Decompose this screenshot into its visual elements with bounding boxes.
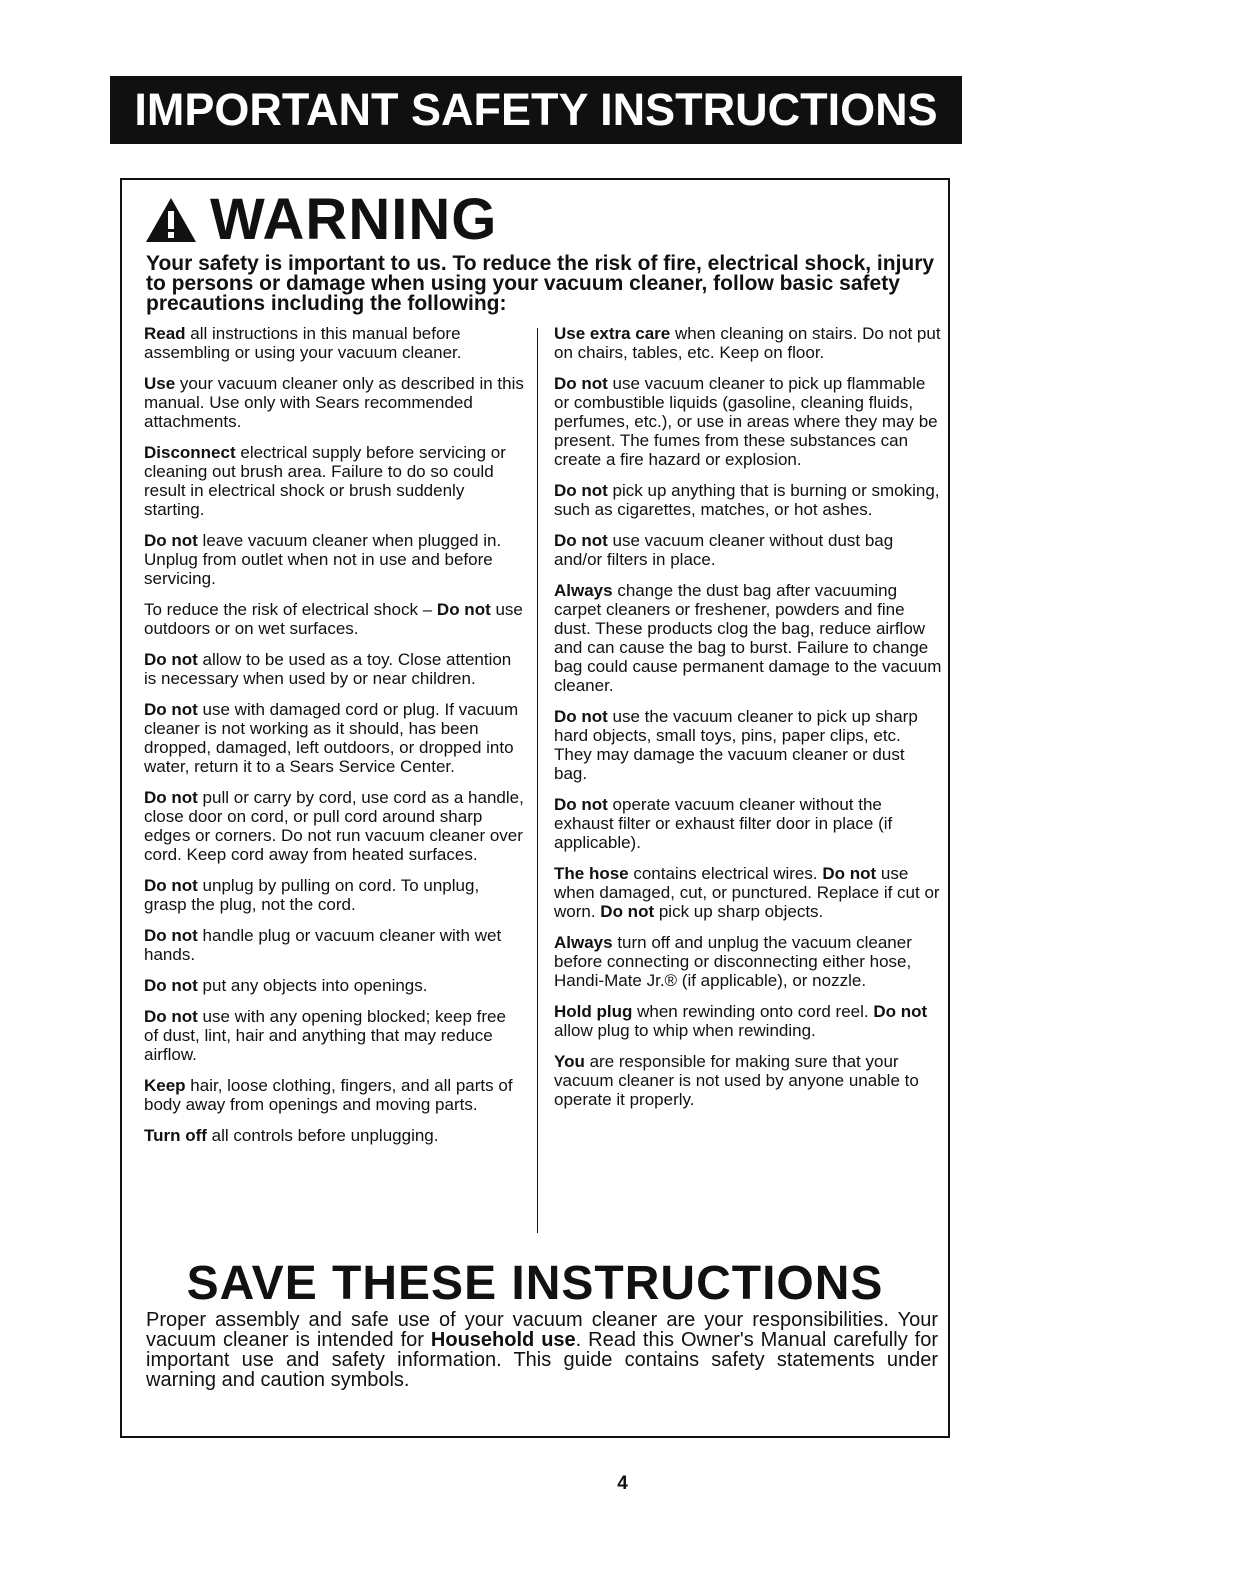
safety-item-text: pick up sharp objects. <box>654 902 824 921</box>
safety-item-lead: The hose <box>554 864 629 883</box>
safety-item-lead: Do not <box>873 1002 928 1021</box>
safety-item-text: use with damaged cord or plug. If vacuum cleaner is not working as it should, has been dropped, damaged, left outdoors, or dropped into water, return it to a Sears Service Center. <box>144 700 519 776</box>
title-banner <box>110 76 962 144</box>
safety-item-lead: Do not <box>144 876 198 895</box>
safety-item-lead: Always <box>554 933 613 952</box>
safety-item <box>554 374 942 469</box>
safety-item <box>144 531 524 588</box>
safety-item-lead: Do not <box>554 531 608 550</box>
safety-item <box>554 481 942 519</box>
safety-item <box>144 926 524 964</box>
safety-item-lead: Do not <box>144 788 198 807</box>
safety-item <box>144 600 524 638</box>
safety-item-lead: Always <box>554 581 613 600</box>
warning-header <box>144 186 497 253</box>
right-column <box>554 324 942 1121</box>
closing-paragraph <box>146 1310 938 1390</box>
safety-item-text: use outdoors or on wet surfaces. <box>144 600 523 638</box>
safety-item-text: pull or carry by cord, use cord as a handle, close door on cord, or pull cord around sharp edges or corners. Do not run vacuum cleaner over cord. Keep cord away from heated surfaces. <box>144 788 524 864</box>
closing-text-after: . Read this Owner's Manual carefully for important use and safety information. This guide contains safety statements under warning and caution symbols. <box>146 1329 938 1391</box>
safety-item-text: all controls before unplugging. <box>206 1126 439 1145</box>
safety-item-text: turn off and unplug the vacuum cleaner before connecting or disconnecting either hose, Handi-Mate Jr.® (if applicable), or nozzle. <box>554 933 912 990</box>
safety-item-text: are responsible for making sure that your vacuum cleaner is not used by anyone unable to operate it properly. <box>554 1052 919 1109</box>
safety-item <box>554 864 942 921</box>
safety-item <box>554 933 942 990</box>
safety-item-text: allow to be used as a toy. Close attention is necessary when used by or near children. <box>144 650 512 688</box>
safety-item-lead: Do not <box>554 795 608 814</box>
safety-item-lead: Do not <box>554 481 608 500</box>
safety-item-lead: Do not <box>144 650 198 669</box>
safety-item <box>554 324 942 362</box>
safety-item-lead: Do not <box>554 707 608 726</box>
save-instructions-title: SAVE THESE INSTRUCTIONS <box>186 1257 884 1310</box>
safety-item-lead: Do not <box>600 902 655 921</box>
safety-item-lead: Use <box>144 374 176 393</box>
safety-item <box>144 788 524 864</box>
safety-item <box>144 374 524 431</box>
safety-item-lead: Do not <box>144 976 198 995</box>
safety-item <box>144 650 524 688</box>
left-column <box>144 324 524 1157</box>
safety-item <box>554 707 942 783</box>
safety-item-text: when cleaning on stairs. Do not put on chairs, tables, etc. Keep on floor. <box>554 324 941 362</box>
safety-item-text: use vacuum cleaner without dust bag and/or filters in place. <box>554 531 894 569</box>
safety-item-lead: Do not <box>436 600 491 619</box>
safety-item-text: contains electrical wires. <box>628 864 823 883</box>
safety-item-lead: Keep <box>144 1076 186 1095</box>
safety-item-lead: Use extra care <box>554 324 671 343</box>
closing-bold: Household use <box>430 1329 576 1351</box>
safety-item-text: To reduce the risk of electrical shock – <box>144 600 437 619</box>
warning-intro: Your safety is important to us. To reduce the risk of fire, electrical shock, injury to persons or damage when using your vacuum cleaner, follow basic safety precautions including the following: <box>146 252 935 315</box>
safety-item-text: electrical supply before servicing or cleaning out brush area. Failure to do so could result in electrical shock or brush suddenly starting. <box>144 443 506 519</box>
safety-item-text: leave vacuum cleaner when plugged in. Unplug from outlet when not in use and before servicing. <box>144 531 502 588</box>
safety-item-text: hair, loose clothing, fingers, and all parts of body away from openings and moving parts. <box>144 1076 513 1114</box>
safety-item-text: your vacuum cleaner only as described in this manual. Use only with Sears recommended attachments. <box>144 374 524 431</box>
safety-item-lead: Read <box>144 324 186 343</box>
safety-item-text: use the vacuum cleaner to pick up sharp hard objects, small toys, pins, paper clips, etc. They may damage the vacuum cleaner or dust bag. <box>554 707 918 783</box>
safety-item <box>144 1126 524 1145</box>
safety-item-text: use when damaged, cut, or punctured. Replace if cut or worn. <box>554 864 940 921</box>
safety-item <box>554 795 942 852</box>
safety-item <box>554 1052 942 1109</box>
closing-text-before: Proper assembly and safe use of your vacuum cleaner are your responsibilities. Your vacuum cleaner is intended for <box>146 1309 938 1351</box>
safety-item-text: unplug by pulling on cord. To unplug, grasp the plug, not the cord. <box>144 876 480 914</box>
safety-item-text: operate vacuum cleaner without the exhaust filter or exhaust filter door in place (if applicable). <box>554 795 893 852</box>
safety-item-lead: Disconnect <box>144 443 236 462</box>
safety-item <box>144 1076 524 1114</box>
safety-item <box>144 876 524 914</box>
safety-item-lead: You <box>554 1052 585 1071</box>
safety-item <box>554 1002 942 1040</box>
safety-item-lead: Do not <box>144 926 198 945</box>
safety-item <box>554 531 942 569</box>
safety-item <box>144 443 524 519</box>
safety-item-text: put any objects into openings. <box>197 976 428 995</box>
safety-item-lead: Do not <box>144 700 198 719</box>
safety-item <box>144 700 524 776</box>
safety-item <box>554 581 942 695</box>
safety-item-text: use with any opening blocked; keep free of dust, lint, hair and anything that may reduce airflow. <box>144 1007 506 1064</box>
safety-item-lead: Do not <box>144 1007 198 1026</box>
safety-item-text: handle plug or vacuum cleaner with wet hands. <box>144 926 502 964</box>
warning-box <box>120 178 950 1438</box>
safety-item-text: pick up anything that is burning or smoking, such as cigarettes, matches, or hot ashes. <box>554 481 940 519</box>
warning-title: WARNING <box>210 187 498 252</box>
safety-item-lead: Turn off <box>144 1126 207 1145</box>
safety-item-text: all instructions in this manual before assembling or using your vacuum cleaner. <box>144 324 462 362</box>
safety-item-lead: Do not <box>554 374 608 393</box>
safety-item-lead: Do not <box>144 531 198 550</box>
banner-title: IMPORTANT SAFETY INSTRUCTIONS <box>134 84 938 135</box>
safety-item-lead: Hold plug <box>554 1002 633 1021</box>
column-divider <box>537 328 538 1233</box>
safety-item <box>144 324 524 362</box>
safety-item <box>144 976 524 995</box>
safety-item-text: when rewinding onto cord reel. <box>632 1002 874 1021</box>
safety-item-text: change the dust bag after vacuuming carpet cleaners or freshener, powders and fine dust. These products clog the bag, reduce airflow and can cause the bag to burst. Failure to change bag could cause permanent damage to the vacuum cleaner. <box>554 581 942 695</box>
safety-item <box>144 1007 524 1064</box>
warning-triangle-icon <box>144 196 198 244</box>
safety-item-text: use vacuum cleaner to pick up flammable or combustible liquids (gasoline, cleaning fluids, perfumes, etc.), or use in areas where they may be present. The fumes from these substances can create a fire hazard or explosion. <box>554 374 938 469</box>
safety-item-lead: Do not <box>822 864 877 883</box>
safety-item-text: allow plug to whip when rewinding. <box>554 1021 816 1040</box>
page-number: 4 <box>617 1473 628 1494</box>
